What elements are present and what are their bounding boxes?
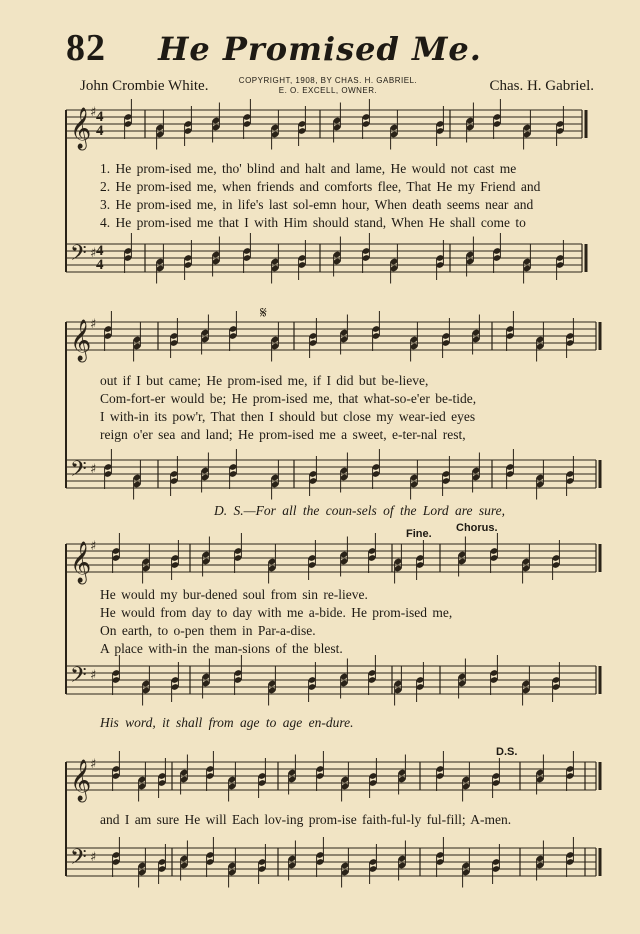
chorus-mark: Chorus.: [456, 522, 498, 534]
svg-text:4: 4: [96, 123, 104, 139]
svg-text:𝄞: 𝄞: [70, 108, 92, 149]
copyright-line-2: E. O. EXCELL, OWNER.: [278, 86, 378, 95]
system1-verse-4: 4. He prom-ised me that I with Him should stand, When He shall come to: [100, 215, 526, 230]
system2-verse-1: out if I but came; He prom-ised me, if I did but be-lieve,: [100, 373, 429, 388]
system3-verse-3: On earth, to o-pen them in Par-a-dise.: [100, 623, 316, 638]
system3-verse-4: A place with-in the man-sions of the blest.: [100, 641, 343, 656]
system3-ds-text: His word, it shall from age to age en-dure.: [100, 715, 354, 730]
svg-text:♯: ♯: [90, 462, 97, 477]
system4-verse: and I am sure He will Each lov-ing prom-ise faith-ful-ly ful-fill; A-men.: [100, 812, 512, 827]
svg-text:♯: ♯: [90, 850, 97, 865]
lyricist: John Crombie White.: [80, 78, 209, 94]
svg-text:𝄢: 𝄢: [70, 663, 87, 693]
svg-text:4: 4: [96, 109, 104, 125]
svg-text:𝄢: 𝄢: [70, 845, 87, 875]
system2-ds-text: D. S.—For all the coun-sels of the Lord are sure,: [214, 503, 505, 518]
svg-text:♯: ♯: [90, 105, 97, 120]
svg-text:♯: ♯: [90, 757, 97, 772]
system1-verse-1: 1. He prom-ised me, tho' blind and halt and lame, He would not cast me: [100, 161, 517, 176]
system2-verse-2: Com-fort-er would be; He prom-ised me, that what-so-e'er be-tide,: [100, 391, 477, 406]
svg-text:𝄞: 𝄞: [70, 320, 92, 361]
svg-text:𝄢: 𝄢: [70, 241, 87, 271]
system1-verse-2: 2. He prom-ised me, when friends and comforts flee, That He my Friend and: [100, 179, 541, 194]
system1-verse-3: 3. He prom-ised me, in life's last sol-emn hour, When death seems near and: [100, 197, 534, 212]
svg-text:♯: ♯: [90, 317, 97, 332]
svg-text:4: 4: [96, 243, 104, 259]
svg-text:𝄞: 𝄞: [70, 760, 92, 801]
system2-verse-4: reign o'er sea and land; He prom-ised me a sweet, e-ter-nal rest,: [100, 427, 466, 442]
copyright-line-1: COPYRIGHT, 1908, BY CHAS. H. GABRIEL.: [238, 76, 418, 85]
svg-text:𝄋: 𝄋: [260, 303, 267, 322]
hymn-number: 82: [66, 27, 106, 69]
system2-verse-3: I with-in its pow'r, That then I should but close my wear-ied eyes: [100, 409, 476, 424]
hymn-title: He Promised Me.: [158, 30, 482, 68]
svg-text:4: 4: [96, 257, 104, 273]
system3-verse-2: He would from day to day with me a-bide. He prom-ised me,: [100, 605, 453, 620]
ds-mark: D.S.: [496, 746, 518, 758]
svg-text:♯: ♯: [90, 539, 97, 554]
fine-mark: Fine.: [406, 528, 432, 540]
svg-text:𝄢: 𝄢: [70, 457, 87, 487]
svg-text:♯: ♯: [90, 668, 97, 683]
svg-text:𝄞: 𝄞: [70, 542, 92, 583]
composer: Chas. H. Gabriel.: [489, 78, 594, 94]
system3-verse-1: He would my bur-dened soul from sin re-lieve.: [100, 587, 368, 602]
svg-text:♯: ♯: [90, 246, 97, 261]
